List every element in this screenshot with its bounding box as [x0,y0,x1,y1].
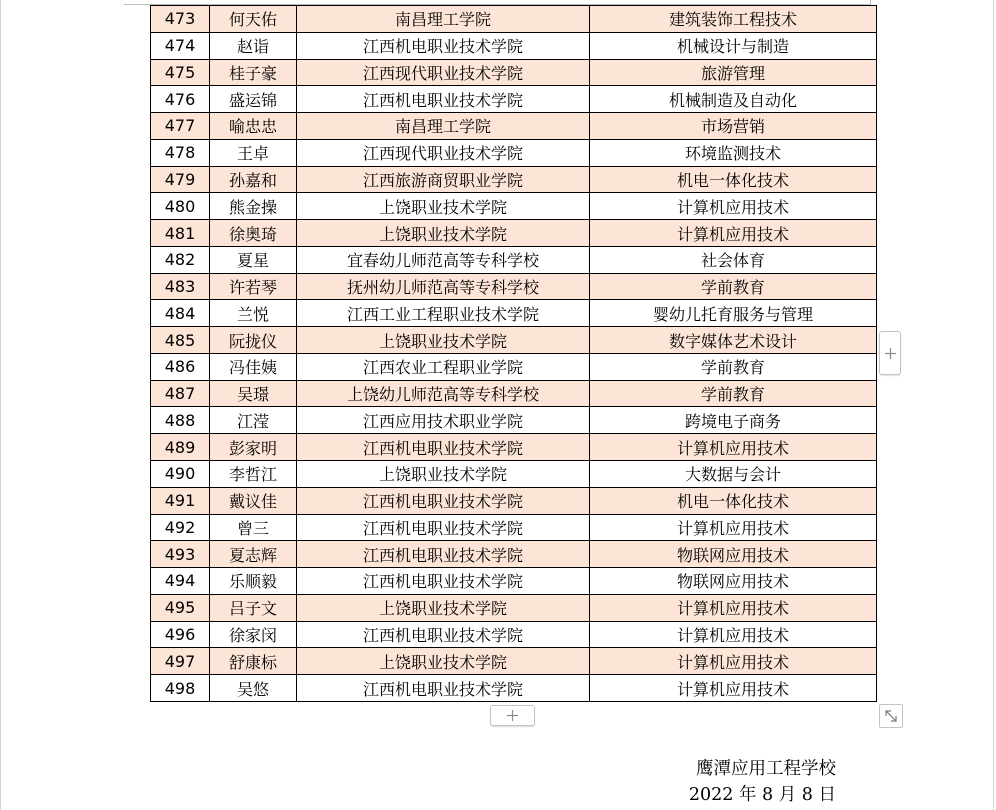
table-row [151,6,877,33]
major-cell[interactable]: 计算机应用技术 [590,595,877,622]
major-cell[interactable]: 机电一体化技术 [590,488,877,515]
table-row [151,247,877,274]
school-cell[interactable]: 江西机电职业技术学院 [297,541,590,568]
footer-date[interactable]: 2022 年 8 月 8 日 [688,785,836,805]
table-row [151,60,877,87]
page-edge-left [0,0,1,810]
footer-organization[interactable]: 鹰潭应用工程学校 [696,759,836,779]
table-row [151,113,877,140]
major-cell[interactable]: 物联网应用技术 [590,541,877,568]
major-cell[interactable]: 大数据与会计 [590,461,877,488]
major-cell[interactable]: 计算机应用技术 [590,515,877,542]
table-row [151,648,877,675]
row-number-cell[interactable]: 493 [151,541,210,568]
table-row [151,541,877,568]
resize-diagonal-icon [883,708,899,724]
row-number-cell[interactable]: 495 [151,595,210,622]
table-row [151,354,877,381]
major-cell[interactable]: 旅游管理 [590,60,877,87]
row-number-cell[interactable]: 486 [151,354,210,381]
row-number-cell[interactable]: 487 [151,381,210,408]
row-number-cell[interactable]: 490 [151,461,210,488]
name-cell[interactable]: 夏星 [210,247,297,274]
name-cell[interactable]: 王卓 [210,140,297,167]
major-cell[interactable]: 计算机应用技术 [590,648,877,675]
name-cell[interactable]: 盛运锦 [210,86,297,113]
row-number-cell[interactable]: 479 [151,167,210,194]
row-number-cell[interactable]: 481 [151,220,210,247]
row-number-cell[interactable]: 496 [151,622,210,649]
table-row [151,33,877,60]
major-cell[interactable]: 环境监测技术 [590,140,877,167]
name-cell[interactable]: 许若琴 [210,274,297,301]
page-edge-right [993,0,994,810]
row-number-cell[interactable]: 488 [151,407,210,434]
school-cell[interactable]: 上饶职业技术学院 [297,648,590,675]
table-row [151,274,877,301]
row-number-cell[interactable]: 484 [151,300,210,327]
table-row [151,300,877,327]
row-number-cell[interactable]: 478 [151,140,210,167]
name-cell[interactable]: 吕子文 [210,595,297,622]
major-cell[interactable]: 机电一体化技术 [590,167,877,194]
major-cell[interactable]: 计算机应用技术 [590,675,877,702]
table-row [151,381,877,408]
row-number-cell[interactable]: 477 [151,113,210,140]
add-column-button[interactable] [879,331,901,375]
school-cell[interactable]: 宜春幼儿师范高等专科学校 [297,247,590,274]
row-number-cell[interactable]: 497 [151,648,210,675]
school-cell[interactable]: 江西应用技术职业学院 [297,407,590,434]
name-cell[interactable]: 徐家闵 [210,622,297,649]
school-cell[interactable]: 江西机电职业技术学院 [297,33,590,60]
table-row [151,327,877,354]
table-row [151,675,877,702]
major-cell[interactable]: 物联网应用技术 [590,568,877,595]
name-cell[interactable]: 喻忠忠 [210,113,297,140]
name-cell[interactable]: 乐顺毅 [210,568,297,595]
major-cell[interactable]: 数字媒体艺术设计 [590,327,877,354]
school-cell[interactable]: 江西机电职业技术学院 [297,515,590,542]
school-cell[interactable]: 江西机电职业技术学院 [297,434,590,461]
school-cell[interactable]: 江西机电职业技术学院 [297,675,590,702]
school-cell[interactable]: 上饶幼儿师范高等专科学校 [297,381,590,408]
row-number-cell[interactable]: 475 [151,60,210,87]
table-row [151,86,877,113]
name-cell[interactable]: 舒康标 [210,648,297,675]
table-row [151,167,877,194]
row-number-cell[interactable]: 494 [151,568,210,595]
row-number-cell[interactable]: 491 [151,488,210,515]
name-cell[interactable]: 夏志辉 [210,541,297,568]
name-cell[interactable]: 桂子豪 [210,60,297,87]
major-cell[interactable]: 跨境电子商务 [590,407,877,434]
school-cell[interactable]: 江西农业工程职业学院 [297,354,590,381]
table-row [151,488,877,515]
name-cell[interactable]: 吴悠 [210,675,297,702]
name-cell[interactable]: 彭家明 [210,434,297,461]
school-cell[interactable]: 江西机电职业技术学院 [297,622,590,649]
row-number-cell[interactable]: 476 [151,86,210,113]
school-cell[interactable]: 江西现代职业技术学院 [297,60,590,87]
school-cell[interactable]: 抚州幼儿师范高等专科学校 [297,274,590,301]
table-row [151,595,877,622]
plus-icon [885,348,896,359]
major-cell[interactable]: 计算机应用技术 [590,434,877,461]
major-cell[interactable]: 计算机应用技术 [590,193,877,220]
table-row [151,622,877,649]
major-cell[interactable]: 社会体育 [590,247,877,274]
name-cell[interactable]: 徐奥琦 [210,220,297,247]
major-cell[interactable]: 计算机应用技术 [590,220,877,247]
data-table [150,5,877,702]
table-row [151,568,877,595]
row-number-cell[interactable]: 498 [151,675,210,702]
table-row [151,515,877,542]
name-cell[interactable]: 冯佳姨 [210,354,297,381]
school-cell[interactable]: 上饶职业技术学院 [297,220,590,247]
school-cell[interactable]: 上饶职业技术学院 [297,193,590,220]
name-cell[interactable]: 吴璟 [210,381,297,408]
name-cell[interactable]: 熊金操 [210,193,297,220]
school-cell[interactable]: 上饶职业技术学院 [297,461,590,488]
table-row [151,140,877,167]
row-number-cell[interactable]: 492 [151,515,210,542]
major-cell[interactable]: 婴幼儿托育服务与管理 [590,300,877,327]
row-number-cell[interactable]: 485 [151,327,210,354]
name-cell[interactable]: 李哲江 [210,461,297,488]
school-cell[interactable]: 江西机电职业技术学院 [297,86,590,113]
major-cell[interactable]: 计算机应用技术 [590,622,877,649]
name-cell[interactable]: 戴议佳 [210,488,297,515]
plus-icon [507,710,518,721]
major-cell[interactable]: 机械设计与制造 [590,33,877,60]
major-cell[interactable]: 学前教育 [590,354,877,381]
school-cell[interactable]: 江西机电职业技术学院 [297,568,590,595]
major-cell[interactable]: 学前教育 [590,274,877,301]
school-cell[interactable]: 上饶职业技术学院 [297,327,590,354]
major-cell[interactable]: 机械制造及自动化 [590,86,877,113]
table-row [151,407,877,434]
row-number-cell[interactable]: 482 [151,247,210,274]
add-row-button[interactable] [490,705,535,726]
table-row [151,193,877,220]
name-cell[interactable]: 孙嘉和 [210,167,297,194]
school-cell[interactable]: 江西旅游商贸职业学院 [297,167,590,194]
row-number-cell[interactable]: 483 [151,274,210,301]
name-cell[interactable]: 江滢 [210,407,297,434]
document-footer [689,756,836,808]
name-cell[interactable]: 兰悦 [210,300,297,327]
row-number-cell[interactable]: 474 [151,33,210,60]
table-row [151,461,877,488]
table-resize-handle[interactable] [879,704,903,728]
school-cell[interactable]: 江西机电职业技术学院 [297,488,590,515]
name-cell[interactable]: 曾三 [210,515,297,542]
major-cell[interactable]: 市场营销 [590,113,877,140]
school-cell[interactable]: 上饶职业技术学院 [297,595,590,622]
row-number-cell[interactable]: 473 [151,6,210,33]
name-cell[interactable]: 阮拢仪 [210,327,297,354]
school-cell[interactable]: 南昌理工学院 [297,113,590,140]
name-cell[interactable]: 何天佑 [210,6,297,33]
school-cell[interactable]: 江西现代职业技术学院 [297,140,590,167]
school-cell[interactable]: 南昌理工学院 [297,6,590,33]
table-row [151,434,877,461]
major-cell[interactable]: 建筑装饰工程技术 [590,6,877,33]
school-cell[interactable]: 江西工业工程职业技术学院 [297,300,590,327]
row-number-cell[interactable]: 489 [151,434,210,461]
table-row [151,220,877,247]
name-cell[interactable]: 赵诣 [210,33,297,60]
row-number-cell[interactable]: 480 [151,193,210,220]
major-cell[interactable]: 学前教育 [590,381,877,408]
